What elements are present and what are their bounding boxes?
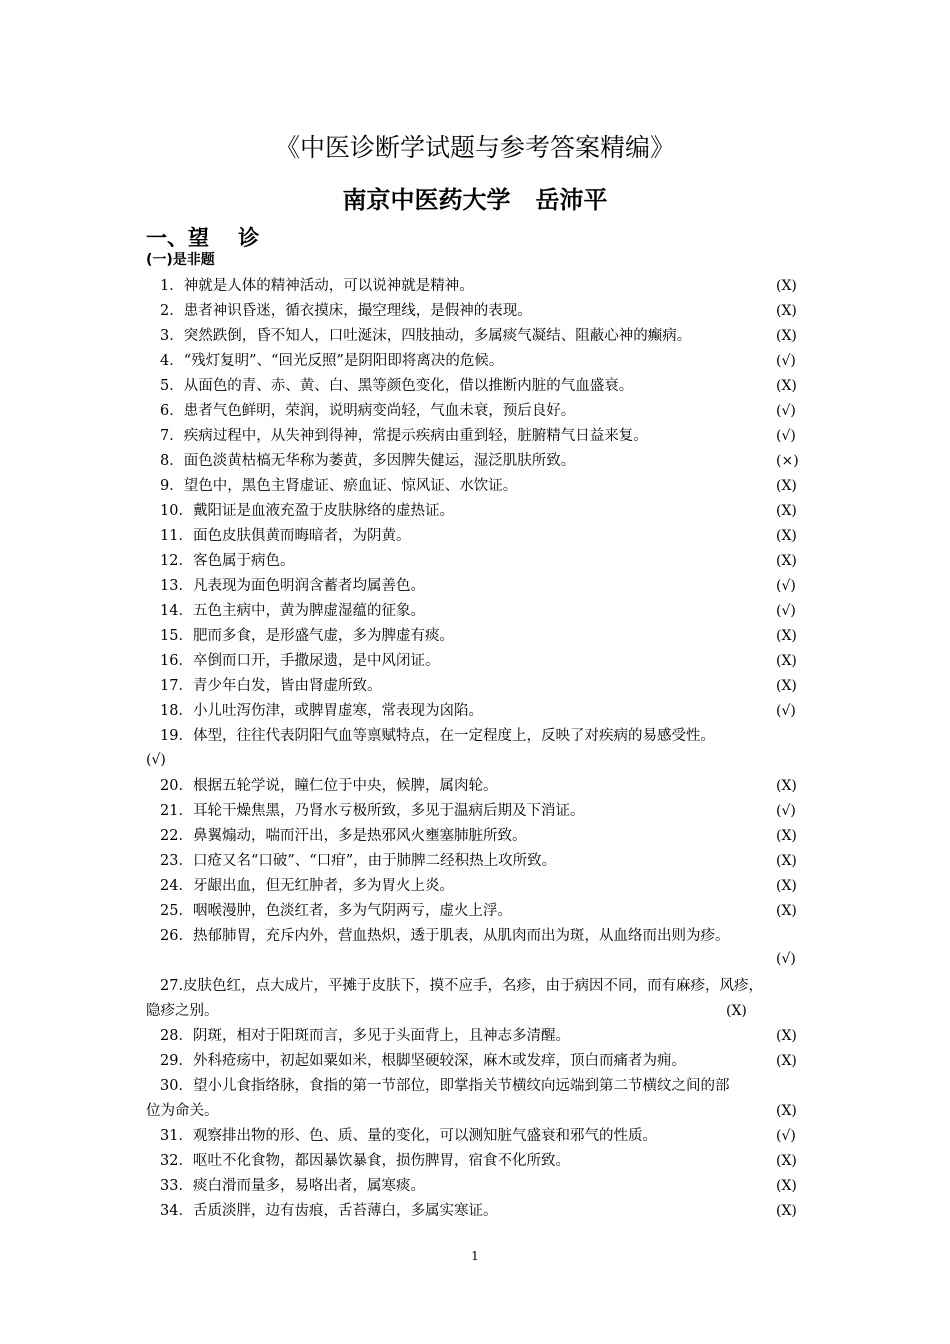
- question-text: 10．戴阳证是血液充盈于皮肤脉络的虚热证。: [160, 503, 454, 519]
- question-text: 17．青少年白发，皆由肾虚所致。: [160, 678, 382, 694]
- question-text: 9．望色中，黑色主肾虚证、瘀血证、惊风证、水饮证。: [160, 478, 518, 494]
- question-text: 33．痰白滑而量多，易咯出者，属寒痰。: [160, 1178, 425, 1194]
- answer-mark: (X): [776, 1203, 797, 1219]
- question-text: 4．“残灯复明”、“回光反照”是阴阳即将离决的危候。: [160, 353, 504, 369]
- answer-mark: (X): [776, 528, 797, 544]
- answer-mark: (√): [776, 951, 796, 967]
- question-text: 6．患者气色鲜明，荣润，说明病变尚轻，气血未衰，预后良好。: [160, 403, 576, 419]
- question-text: 30．望小儿食指络脉，食指的第一节部位，即掌指关节横纹向远端到第二节横纹之间的部: [160, 1078, 730, 1094]
- answer-mark: (X): [776, 903, 797, 919]
- question-text: 15．肥而多食，是形盛气虚，多为脾虚有痰。: [160, 628, 454, 644]
- answer-mark: (√): [776, 603, 796, 619]
- answer-mark: (X): [776, 853, 797, 869]
- answer-mark: (√): [776, 353, 796, 369]
- question-text: 18．小儿吐泻伤津，或脾胃虚寒，常表现为囟陷。: [160, 703, 483, 719]
- answer-mark: (√): [776, 803, 796, 819]
- answer-mark: (X): [776, 678, 797, 694]
- answer-mark: (X): [776, 1178, 797, 1194]
- question-text: 21．耳轮干燥焦黑，乃肾水亏极所致，多见于温病后期及下消证。: [160, 803, 585, 819]
- answer-mark: (X): [776, 303, 797, 319]
- question-text: 5．从面色的青、赤、黄、白、黑等颜色变化，借以推断内脏的气血盛衰。: [160, 378, 634, 394]
- answer-mark: (X): [776, 878, 797, 894]
- answer-mark: (X): [776, 1103, 797, 1119]
- question-text: 8．面色淡黄枯槁无华称为萎黄，多因脾失健运，湿泛肌肤所致。: [160, 453, 576, 469]
- question-text-continued: 隐疹之别。: [146, 1003, 219, 1019]
- question-text: 32．呕吐不化食物，都因暴饮暴食，损伤脾胃，宿食不化所致。: [160, 1153, 570, 1169]
- question-text: 29．外科疮疡中，初起如粟如米，根脚坚硬较深，麻木或发痒，顶白而痛者为痈。: [160, 1053, 686, 1069]
- section-heading: 一、望 诊: [146, 226, 260, 250]
- question-text: 31．观察排出物的形、色、质、量的变化，可以测知脏气盛衰和邪气的性质。: [160, 1128, 657, 1144]
- question-text: 19．体型，往往代表阴阳气血等禀赋特点，在一定程度上，反映了对疾病的易感受性。: [160, 728, 715, 744]
- subsection-heading: (一)是非题: [146, 252, 215, 268]
- answer-mark: (√): [776, 703, 796, 719]
- question-text: 12．客色属于病色。: [160, 553, 295, 569]
- answer-mark: (X): [776, 553, 797, 569]
- answer-mark: (X): [776, 628, 797, 644]
- page-title: 《中医诊断学试题与参考答案精编》: [274, 133, 675, 162]
- question-text: 25．咽喉漫肿，色淡红者，多为气阴两亏，虚火上浮。: [160, 903, 512, 919]
- question-text: 34．舌质淡胖，边有齿痕，舌苔薄白，多属实寒证。: [160, 1203, 498, 1219]
- answer-mark: (X): [776, 1053, 797, 1069]
- answer-mark: (X): [776, 503, 797, 519]
- answer-mark: (√): [776, 403, 796, 419]
- answer-mark: (X): [776, 653, 797, 669]
- answer-mark: (X): [776, 778, 797, 794]
- question-text: 1．神就是人体的精神活动，可以说神就是精神。: [160, 278, 474, 294]
- page-number: 1: [471, 1249, 479, 1263]
- answer-mark: (X): [776, 828, 797, 844]
- answer-mark: (X): [776, 1028, 797, 1044]
- question-text: 7．疾病过程中，从失神到得神，常提示疾病由重到轻，脏腑精气日益来复。: [160, 428, 648, 444]
- question-text: 26．热郁肺胃，充斥内外，营血热炽，透于肌表，从肌肉而出为斑，从血络而出则为疹。: [160, 928, 730, 944]
- question-text-continued: 位为命关。: [146, 1103, 219, 1119]
- question-text: 13．凡表现为面色明润含蓄者均属善色。: [160, 578, 425, 594]
- answer-mark: (√): [146, 752, 166, 768]
- answer-mark: (X): [776, 328, 797, 344]
- question-text: 14．五色主病中，黄为脾虚湿蕴的征象。: [160, 603, 425, 619]
- answer-mark: (√): [776, 1128, 796, 1144]
- answer-mark: (X): [776, 278, 797, 294]
- question-text: 28．阴斑，相对于阳斑而言，多见于头面背上，且神志多清醒。: [160, 1028, 570, 1044]
- question-text: 22．鼻翼煽动，喘而汗出，多是热邪风火壅塞肺脏所致。: [160, 828, 527, 844]
- question-text: 24．牙龈出血，但无红肿者，多为胃火上炎。: [160, 878, 454, 894]
- answer-mark: (√): [776, 578, 796, 594]
- question-text: 16．卒倒而口开，手撒尿遗，是中风闭证。: [160, 653, 440, 669]
- question-text: 27.皮肤色红，点大成片，平摊于皮肤下，摸不应手，名疹，由于病因不同，而有麻疹，风疹，: [160, 978, 764, 994]
- answer-mark: (X): [776, 478, 797, 494]
- question-text: 11．面色皮肤俱黄而晦暗者，为阴黄。: [160, 528, 411, 544]
- answer-mark: (X): [726, 1003, 747, 1019]
- answer-mark: (√): [776, 428, 796, 444]
- question-text: 23．口疮又名“口破”、“口疳”，由于肺脾二经积热上攻所致。: [160, 853, 557, 869]
- question-text: 2．患者神识昏迷，循衣摸床，撮空理线，是假神的表现。: [160, 303, 532, 319]
- answer-mark: (×): [776, 453, 799, 469]
- question-text: 3．突然跌倒，昏不知人，口吐涎沫，四肢抽动，多属痰气凝结、阻蔽心神的癫病。: [160, 328, 692, 344]
- answer-mark: (X): [776, 1153, 797, 1169]
- page-author: 南京中医药大学 岳沛平: [342, 186, 608, 214]
- question-text: 20．根据五轮学说，瞳仁位于中央，候脾，属肉轮。: [160, 778, 498, 794]
- answer-mark: (X): [776, 378, 797, 394]
